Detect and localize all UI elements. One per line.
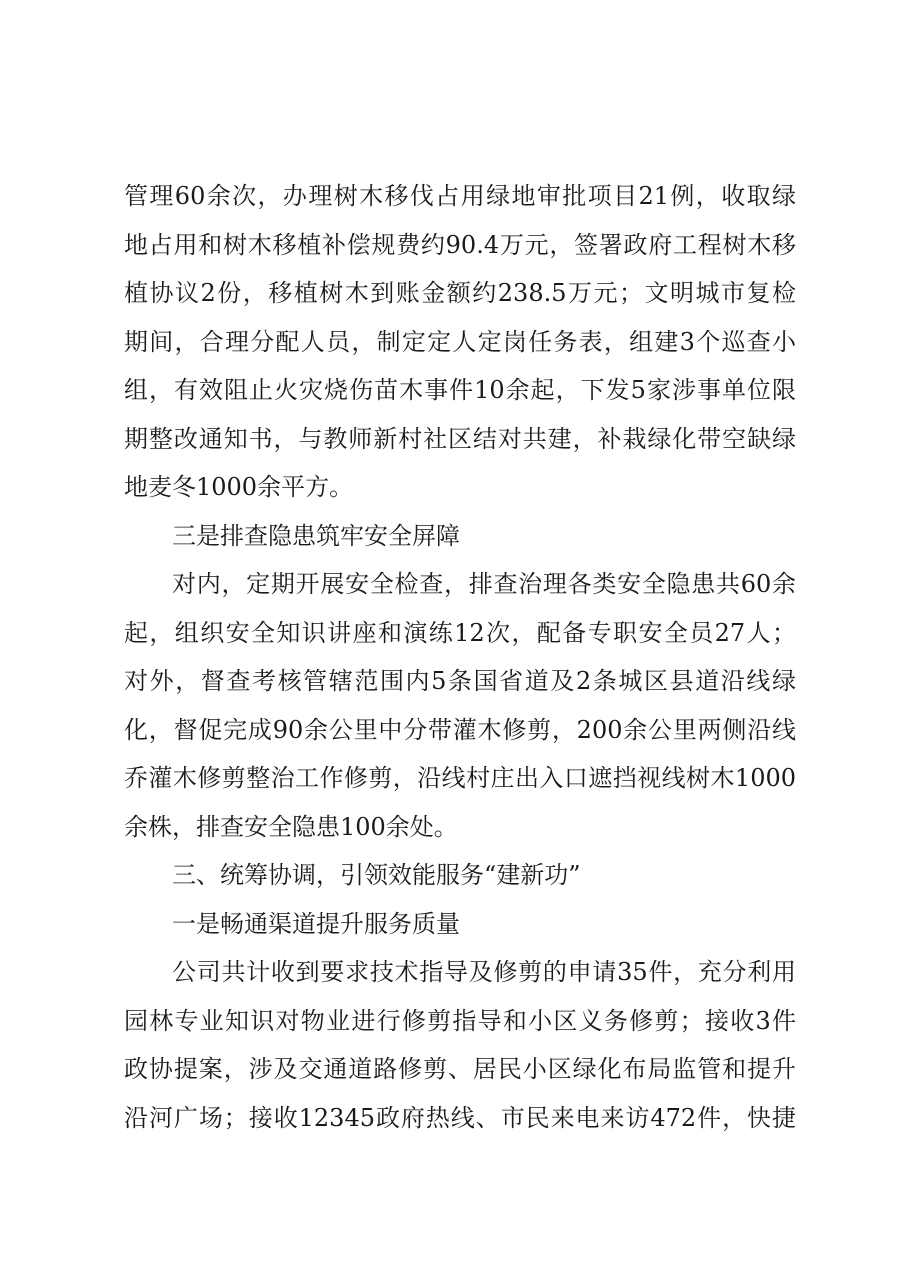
paragraph-line: 化，督促完成90余公里中分带灌木修剪，200余公里两侧沿线 — [124, 715, 796, 744]
paragraph-line: 对内，定期开展安全检查，排查治理各类安全隐患共60余 — [172, 570, 796, 598]
document-body — [124, 172, 796, 1142]
paragraph-line: 余株，排查安全隐患100余处。 — [124, 812, 458, 841]
paragraph-line: 起，组织安全知识讲座和演练12次，配备专职安全员27人； — [124, 618, 796, 647]
paragraph-line: 组，有效阻止火灾烧伤苗木事件10余起，下发5家涉事单位限 — [124, 376, 796, 404]
paragraph-line: 三、统筹协调，引领效能服务“建新功” — [172, 861, 581, 889]
paragraph-line: 地麦冬1000余平方。 — [124, 473, 354, 501]
paragraph-line: 管理60余次，办理树木移伐占用绿地审批项目21例，收取绿 — [124, 182, 796, 210]
paragraph-line: 植协议2份，移植树木到账金额约238.5万元；文明城市复检 — [124, 279, 796, 307]
paragraph-line: 地占用和树木移植补偿规费约90.4万元，签署政府工程树木移 — [124, 230, 796, 259]
paragraph-line: 三是排查隐患筑牢安全屏障 — [172, 521, 460, 550]
paragraph-line: 期间，合理分配人员，制定定人定岗任务表，组建3个巡查小 — [124, 327, 796, 356]
paragraph-line: 园林专业知识对物业进行修剪指导和小区义务修剪；接收3件 — [124, 1006, 796, 1035]
paragraph-line: 政协提案，涉及交通道路修剪、居民小区绿化布局监管和提升 — [124, 1055, 796, 1083]
paragraph-line: 沿河广场；接收12345政府热线、市民来电来访472件，快捷 — [124, 1103, 796, 1132]
paragraph-line: 期整改通知书，与教师新村社区结对共建，补栽绿化带空缺绿 — [124, 424, 796, 453]
paragraph-line: 公司共计收到要求技术指导及修剪的申请35件，充分利用 — [172, 958, 796, 986]
paragraph-line: 一是畅通渠道提升服务质量 — [172, 909, 460, 938]
paragraph-line: 对外，督查考核管辖范围内5条国省道及2条城区县道沿线绿 — [124, 667, 796, 695]
paragraph-line: 乔灌木修剪整治工作修剪，沿线村庄出入口遮挡视线树木1000 — [124, 764, 796, 792]
